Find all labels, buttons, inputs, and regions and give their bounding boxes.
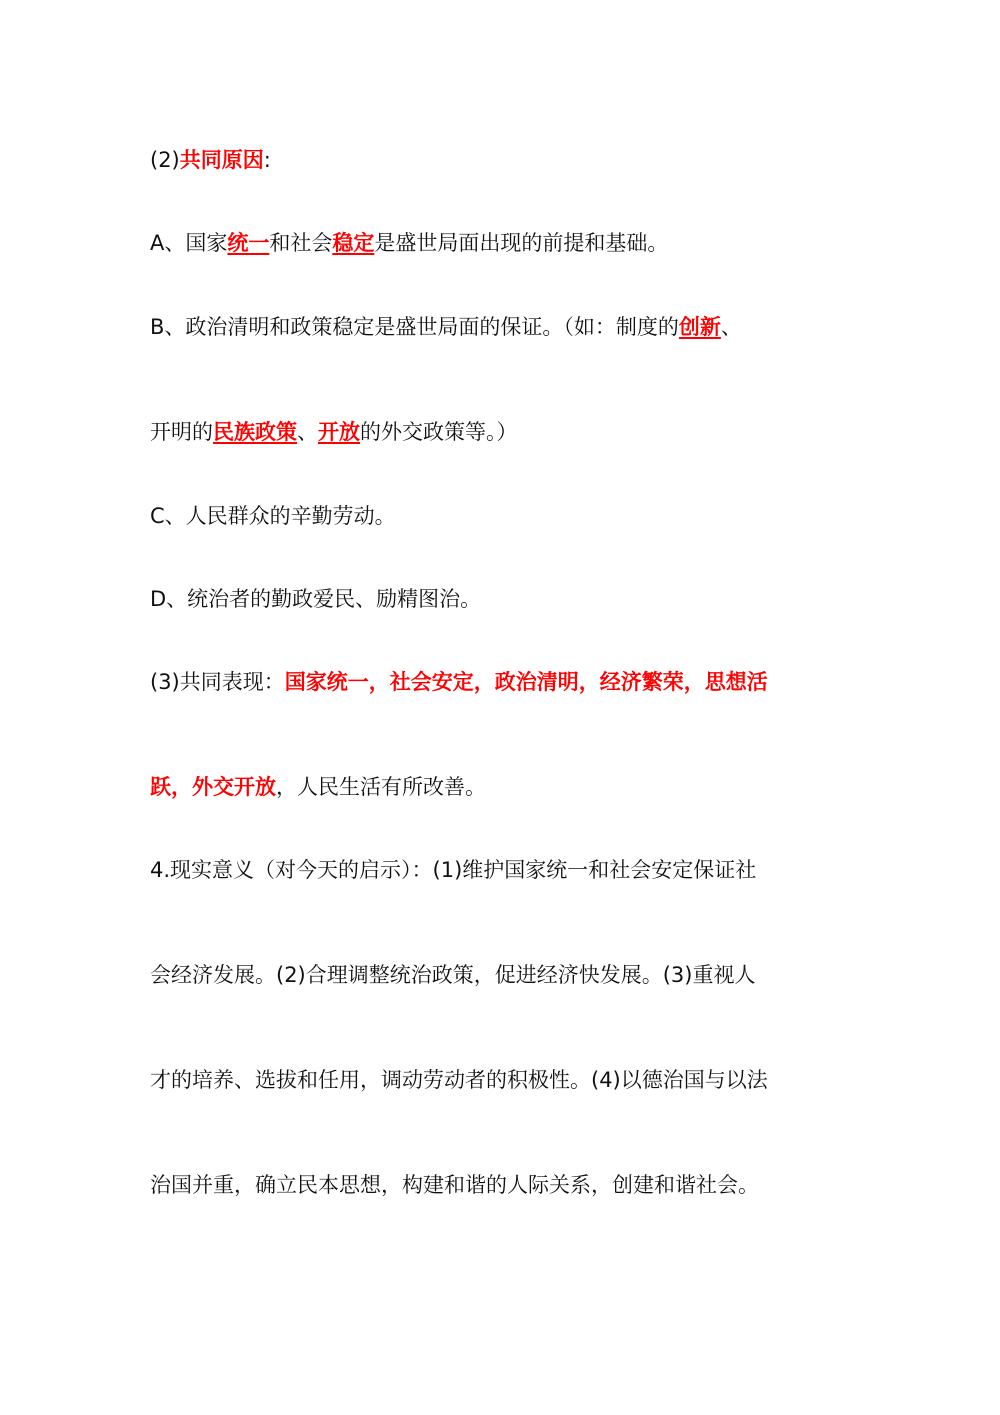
item-a-text-3: 是盛世局面出现的前提和基础。	[374, 231, 669, 255]
item-a	[150, 228, 850, 258]
item-c-text: C、人民群众的辛勤劳动。	[150, 504, 396, 528]
item-b-line-2	[150, 417, 850, 447]
item-b-text-1: B、政治清明和政策稳定是盛世局面的保证。（如：制度的	[150, 315, 679, 339]
item-b-text-2: 、	[720, 315, 742, 339]
section-3-prefix: (3)共同表现：	[150, 670, 285, 694]
item-b-keyword-2: 民族政策	[213, 420, 297, 444]
section-4-text-3: 才的培养、选拔和任用，调动劳动者的积极性。(4)以德治国与以法	[150, 1068, 768, 1092]
item-a-keyword-2: 稳定	[332, 231, 375, 255]
section-3-highlight-1: 国家统一，社会安定，政治清明，经济繁荣，思想活	[284, 670, 768, 694]
item-a-text-1: A、国家	[150, 231, 228, 255]
section-3-line-2	[150, 772, 850, 802]
section-4-line-2	[150, 960, 850, 990]
item-d	[150, 584, 850, 614]
item-b-text-4: 、	[297, 420, 318, 444]
item-b-text-5: 的外交政策等。）	[360, 420, 518, 444]
item-a-keyword-1: 统一	[227, 231, 270, 255]
item-b-text-3: 开明的	[150, 420, 213, 444]
section-2-colon: :	[263, 148, 271, 172]
section-4-line-1	[150, 855, 850, 885]
section-2-highlight: 共同原因	[179, 148, 264, 172]
section-2-number: (2)	[150, 148, 180, 172]
section-4-line-3	[150, 1065, 850, 1095]
item-b-line-1	[150, 312, 742, 342]
section-3-highlight-2: 跃，外交开放	[150, 775, 276, 799]
section-4-text-2: 会经济发展。(2)合理调整统治政策，促进经济快发展。(3)重视人	[150, 963, 756, 987]
section-3-line-1	[150, 667, 850, 697]
item-c	[150, 501, 850, 531]
item-d-text: D、统治者的勤政爱民、励精图治。	[150, 587, 482, 611]
section-2-heading	[150, 145, 850, 175]
item-a-text-2: 和社会	[269, 231, 333, 255]
section-4-text-1: 4.现实意义（对今天的启示）：(1)维护国家统一和社会安定保证社	[150, 858, 757, 882]
section-3-suffix: ，人民生活有所改善。	[276, 775, 486, 799]
section-4-text-4: 治国并重，确立民本思想，构建和谐的人际关系，创建和谐社会。	[150, 1173, 759, 1197]
item-b-keyword-1: 创新	[678, 315, 721, 339]
section-4-line-4	[150, 1170, 850, 1200]
item-b-keyword-3: 开放	[318, 420, 360, 444]
